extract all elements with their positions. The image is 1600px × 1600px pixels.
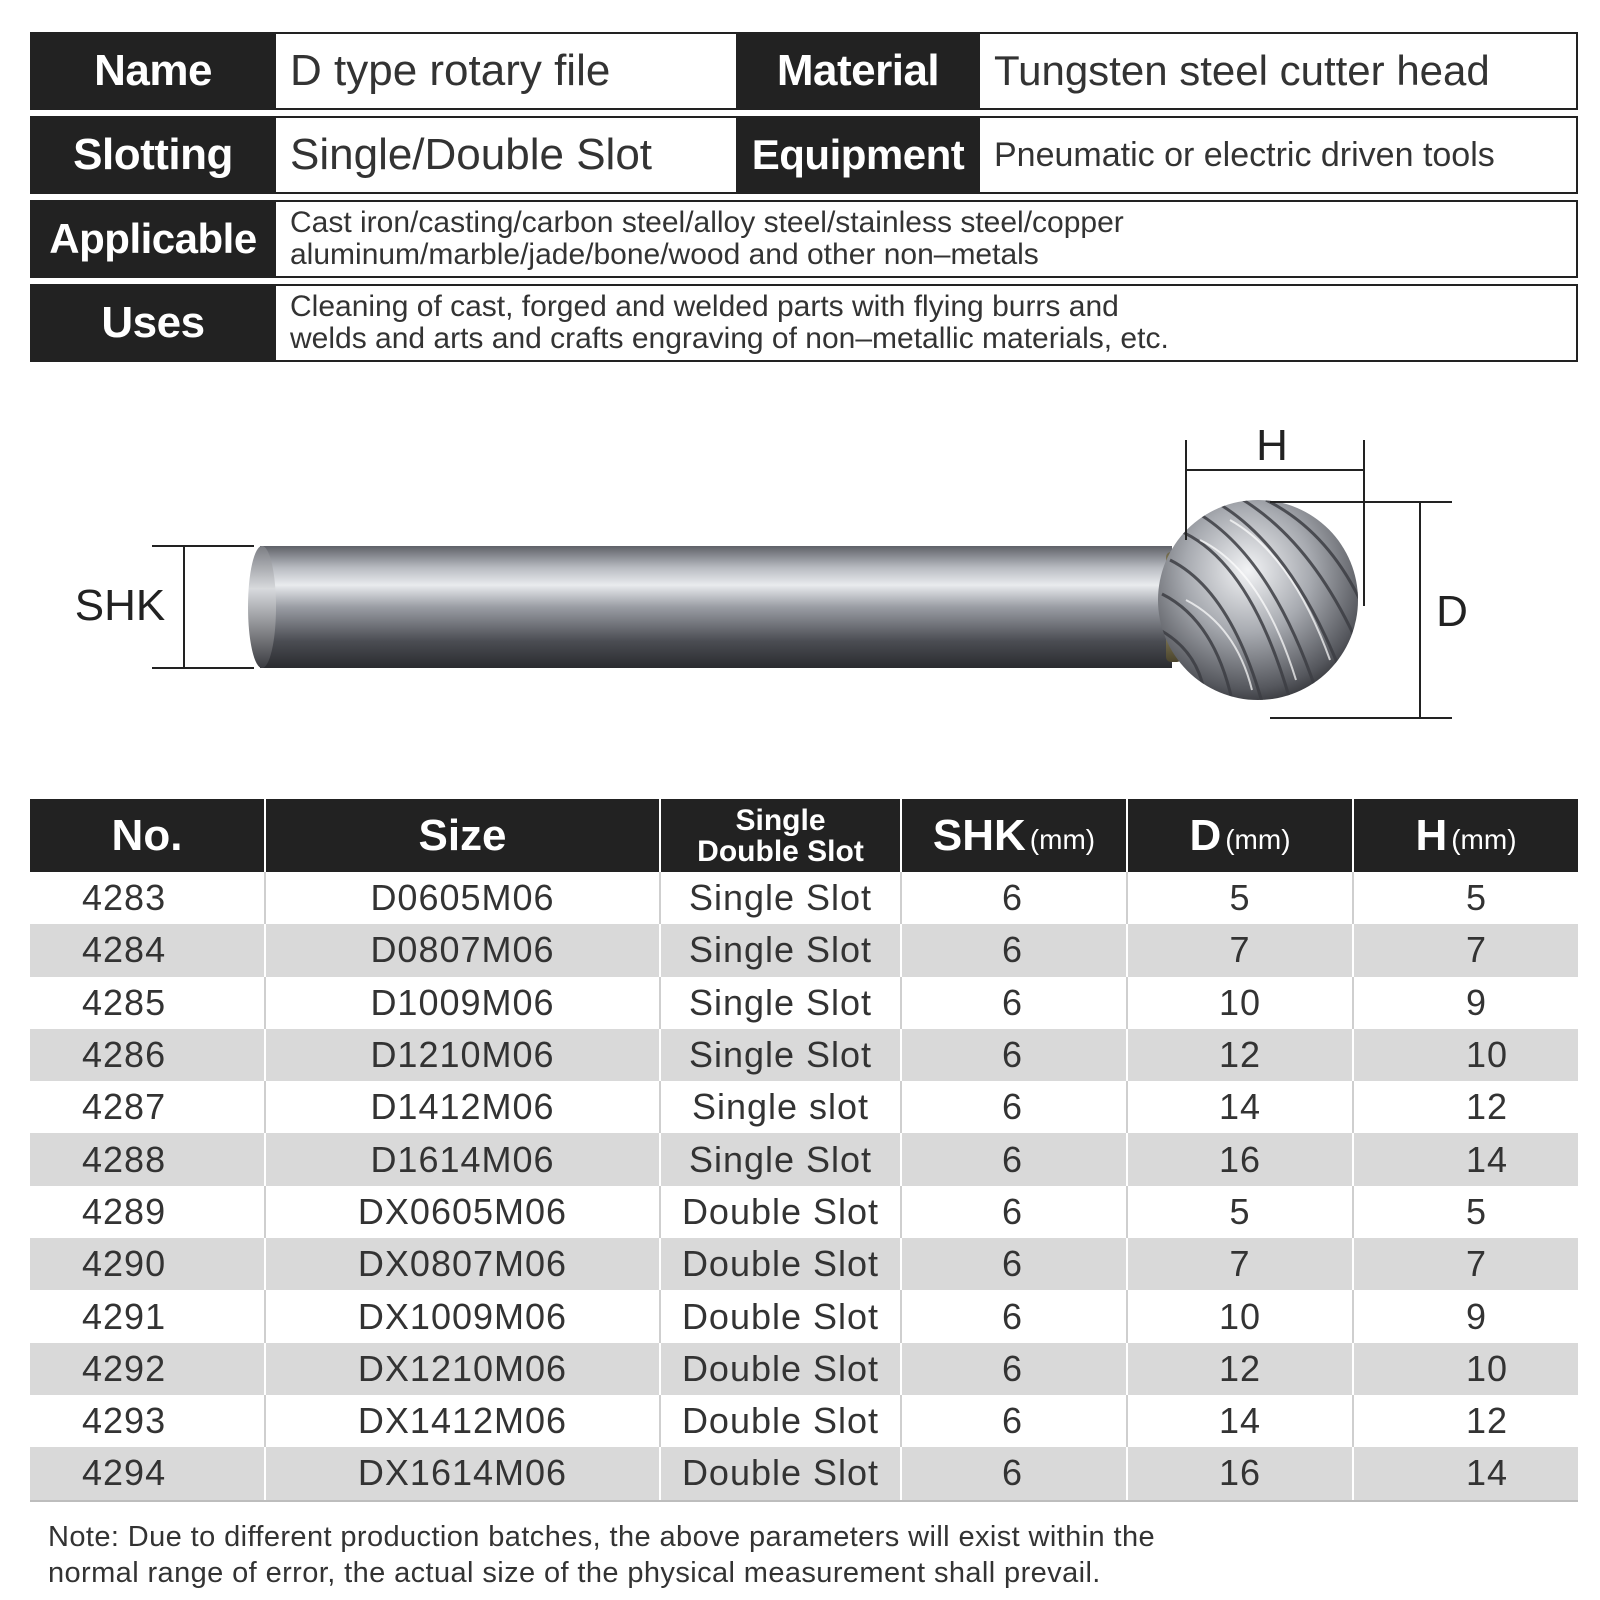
cell-size: DX1614M06 — [266, 1447, 661, 1499]
header-d — [1128, 799, 1354, 872]
material-label: Material — [736, 32, 980, 110]
table-row — [30, 1081, 1578, 1133]
header-slot-line-2: Double Slot — [697, 834, 864, 868]
size-table — [30, 799, 1578, 1502]
cell-d: 5 — [1128, 872, 1354, 924]
cell-h: 9 — [1466, 981, 1488, 1023]
cell-h: 10 — [1466, 1034, 1509, 1076]
h-label: H — [1256, 421, 1288, 470]
cell-slot: Single Slot — [661, 924, 902, 976]
shk-label: SHK — [74, 581, 166, 630]
cell-no: 4288 — [30, 1133, 266, 1185]
cell-slot: Double Slot — [661, 1343, 902, 1395]
header-shk — [902, 799, 1128, 872]
header-shk-text: SHK — [932, 810, 1026, 860]
name-label: Name — [30, 32, 276, 110]
header-slot-line-1: Single — [735, 803, 826, 837]
equipment-value: Pneumatic or electric driven tools — [980, 116, 1578, 194]
shank — [248, 546, 1172, 668]
uses-line-2: welds and arts and crafts engraving of non–metallic materials, etc. — [290, 322, 1169, 355]
cell-shk: 6 — [902, 1238, 1128, 1290]
table-row — [30, 924, 1578, 976]
cell-h: 14 — [1466, 1138, 1509, 1180]
spec-row-name — [30, 32, 1578, 110]
cell-no: 4291 — [30, 1290, 266, 1342]
cell-h: 10 — [1466, 1347, 1509, 1389]
cell-size: D1412M06 — [266, 1081, 661, 1133]
cell-d: 14 — [1128, 1395, 1354, 1447]
cell-shk: 6 — [902, 1133, 1128, 1185]
cell-d: 7 — [1128, 924, 1354, 976]
cell-d: 10 — [1128, 1290, 1354, 1342]
cell-d: 16 — [1128, 1447, 1354, 1499]
cell-no: 4289 — [30, 1186, 266, 1238]
table-row — [30, 1290, 1578, 1342]
table-body — [30, 872, 1578, 1500]
uses-label: Uses — [30, 284, 276, 362]
cell-d: 5 — [1128, 1186, 1354, 1238]
table-row — [30, 1029, 1578, 1081]
cell-d: 12 — [1128, 1343, 1354, 1395]
table-row — [30, 1395, 1578, 1447]
cell-d: 14 — [1128, 1081, 1354, 1133]
cell-h: 12 — [1466, 1400, 1509, 1442]
cell-shk: 6 — [902, 1343, 1128, 1395]
cell-shk: 6 — [902, 924, 1128, 976]
note-line-2: normal range of error, the actual size of the physical measurement shall prevail. — [48, 1557, 1101, 1589]
cell-slot: Single slot — [661, 1081, 902, 1133]
header-slot — [661, 799, 902, 872]
cell-shk: 6 — [902, 1186, 1128, 1238]
cell-no: 4293 — [30, 1395, 266, 1447]
cell-no: 4292 — [30, 1343, 266, 1395]
header-shk-unit: (mm) — [1029, 823, 1096, 855]
applicable-value — [276, 200, 1578, 278]
spec-row-uses — [30, 284, 1578, 362]
header-h-unit: (mm) — [1451, 823, 1517, 855]
uses-line-1: Cleaning of cast, forged and welded parts with flying burrs and — [290, 290, 1119, 323]
applicable-line-1: Cast iron/casting/carbon steel/alloy steel/stainless steel/copper — [290, 206, 1124, 239]
cell-size: DX0807M06 — [266, 1238, 661, 1290]
table-bottom-rule — [30, 1500, 1578, 1502]
cell-slot: Double Slot — [661, 1290, 902, 1342]
cell-d: 10 — [1128, 977, 1354, 1029]
header-d-unit: (mm) — [1225, 823, 1291, 855]
cell-size: DX1412M06 — [266, 1395, 661, 1447]
cell-h: 5 — [1466, 1190, 1488, 1232]
cell-shk: 6 — [902, 1029, 1128, 1081]
cell-d: 12 — [1128, 1029, 1354, 1081]
table-row — [30, 872, 1578, 924]
uses-value — [276, 284, 1578, 362]
cell-size: D1614M06 — [266, 1133, 661, 1185]
cell-slot: Single Slot — [661, 872, 902, 924]
spec-row-applicable — [30, 200, 1578, 278]
cell-h: 5 — [1466, 877, 1488, 919]
table-row — [30, 1186, 1578, 1238]
header-d-text: D — [1189, 810, 1222, 860]
header-no: No. — [30, 799, 266, 872]
d-label: D — [1436, 587, 1468, 636]
cell-slot: Single Slot — [661, 1029, 902, 1081]
cell-slot: Double Slot — [661, 1238, 902, 1290]
rotary-file-diagram — [0, 400, 1600, 760]
cell-slot: Single Slot — [661, 977, 902, 1029]
cell-shk: 6 — [902, 977, 1128, 1029]
table-row — [30, 977, 1578, 1029]
table-row — [30, 1133, 1578, 1185]
slotting-label: Slotting — [30, 116, 276, 194]
header-h-text: H — [1415, 810, 1448, 860]
header-size: Size — [266, 799, 661, 872]
cell-shk: 6 — [902, 872, 1128, 924]
cell-h: 14 — [1466, 1452, 1509, 1494]
table-row — [30, 1238, 1578, 1290]
cell-size: DX1210M06 — [266, 1343, 661, 1395]
cell-no: 4284 — [30, 924, 266, 976]
name-value: D type rotary file — [276, 32, 736, 110]
applicable-label: Applicable — [30, 200, 276, 278]
shk-dimension — [75, 546, 254, 668]
cell-slot: Double Slot — [661, 1447, 902, 1499]
cell-size: D1210M06 — [266, 1029, 661, 1081]
ball-cutter-head — [1158, 498, 1360, 702]
applicable-line-2: aluminum/marble/jade/bone/wood and other non–metals — [290, 238, 1039, 271]
cell-size: DX1009M06 — [266, 1290, 661, 1342]
slotting-value: Single/Double Slot — [276, 116, 736, 194]
cell-size: DX0605M06 — [266, 1186, 661, 1238]
cell-no: 4283 — [30, 872, 266, 924]
table-row — [30, 1447, 1578, 1499]
cell-size: D0605M06 — [266, 872, 661, 924]
cell-shk: 6 — [902, 1081, 1128, 1133]
cell-h: 9 — [1466, 1295, 1488, 1337]
cell-h: 7 — [1466, 929, 1488, 971]
equipment-label: Equipment — [736, 116, 980, 194]
cell-shk: 6 — [902, 1395, 1128, 1447]
cell-shk: 6 — [902, 1447, 1128, 1499]
cell-no: 4287 — [30, 1081, 266, 1133]
note — [48, 1519, 1448, 1591]
material-value: Tungsten steel cutter head — [980, 32, 1578, 110]
cell-no: 4285 — [30, 977, 266, 1029]
cell-slot: Double Slot — [661, 1395, 902, 1447]
header-h — [1354, 799, 1578, 872]
cell-slot: Single Slot — [661, 1133, 902, 1185]
cell-h: 12 — [1466, 1086, 1509, 1128]
cell-d: 7 — [1128, 1238, 1354, 1290]
table-row — [30, 1343, 1578, 1395]
note-line-1: Note: Due to different production batches, the above parameters will exist within the — [48, 1521, 1156, 1553]
table-header — [30, 799, 1578, 872]
cell-d: 16 — [1128, 1133, 1354, 1185]
cell-no: 4290 — [30, 1238, 266, 1290]
cell-slot: Double Slot — [661, 1186, 902, 1238]
cell-size: D0807M06 — [266, 924, 661, 976]
cell-no: 4294 — [30, 1447, 266, 1499]
cell-shk: 6 — [902, 1290, 1128, 1342]
spec-row-slotting — [30, 116, 1578, 194]
cell-size: D1009M06 — [266, 977, 661, 1029]
cell-h: 7 — [1466, 1243, 1488, 1285]
cell-no: 4286 — [30, 1029, 266, 1081]
